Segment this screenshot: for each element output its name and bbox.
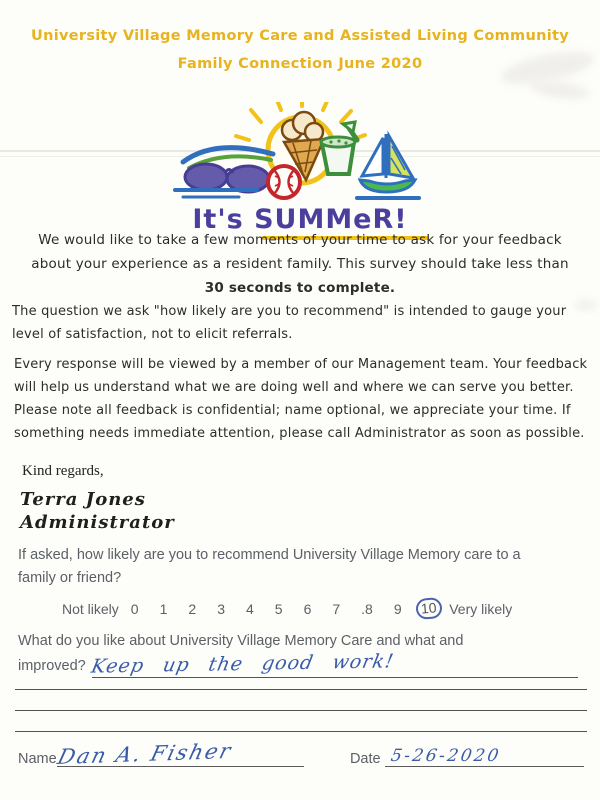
scale-option-2: 2 [188,600,197,617]
rating-scale [62,598,542,619]
scale-option-9: 9 [393,600,402,617]
handwritten-answer: Keep up the good work! [89,650,396,678]
closing-line: Kind regards, [22,463,104,479]
intro-line1: We would like to take a few moments of your time to ask for your feedback [38,232,562,248]
name-label: Name [18,751,57,767]
summer-clipart [165,102,435,235]
feedback-question-line2: improved? [18,658,86,674]
scale-option-10-circled: 10 [415,597,442,620]
feedback-question [18,630,578,678]
scan-smudge [529,78,591,102]
signoff-role: Administrator [20,512,175,533]
handwritten-name: Dan A. Fisher [54,739,235,769]
signoff-name: Terra Jones [20,489,146,510]
date-label: Date [349,751,381,767]
recommend-question: If asked, how likely are you to recommend University Village Memory care to a family or friend? [18,547,521,586]
scale-option-0: 0 [130,600,139,617]
summer-caption: It's SUMMeR! [192,204,408,235]
summer-clipart-graphic [169,102,431,206]
newsletter-title-line2: Family Connection June 2020 [177,56,423,72]
name-date-row [18,740,584,767]
scale-option-1: 1 [159,600,168,617]
intro-bold-line: 30 seconds to complete. [204,280,396,296]
feedback-question-line1: What do you like about University Village Memory Care and what and [18,633,464,649]
scale-option-5: 5 [274,600,283,617]
scale-option-6: 6 [303,600,312,617]
handwritten-date: 5-26-2020 [388,746,503,766]
answer-line-3 [15,710,587,711]
sailboat-icon [357,134,419,198]
scale-option-7: 7 [332,600,341,617]
answer-line-1 [89,650,578,678]
answer-line-4 [15,731,587,732]
baseball-icon [268,166,300,198]
scale-right-label: Very likely [449,600,513,617]
scale-option-4: 4 [245,600,254,617]
sunglasses-icon [183,148,273,192]
gauge-paragraph: The question we ask "how likely are you to recommend" is intended to gauge your level of satisfaction, not to elicit referrals. [12,304,567,342]
intro-line2: about your experience as a resident family. This survey should take less than [31,256,569,272]
intro-paragraph [30,228,570,300]
date-field-line [385,740,584,767]
management-paragraph: Every response will be viewed by a member of our Management team. Your feedback will help us understand what we are doing well and where we can serve you better. Please note all feedback is confidential; name optional, we appreciate your time. If something needs immediate attention, please call Administrator as soon as possible. [14,357,588,441]
name-field-line [54,739,304,769]
newsletter-title-line1: University Village Memory Care and Assisted Living Community [31,28,569,44]
answer-line-2 [15,689,587,690]
scale-option-8: .8 [361,600,373,617]
scale-option-3: 3 [217,600,225,617]
scale-left-label: Not likely [62,600,119,617]
